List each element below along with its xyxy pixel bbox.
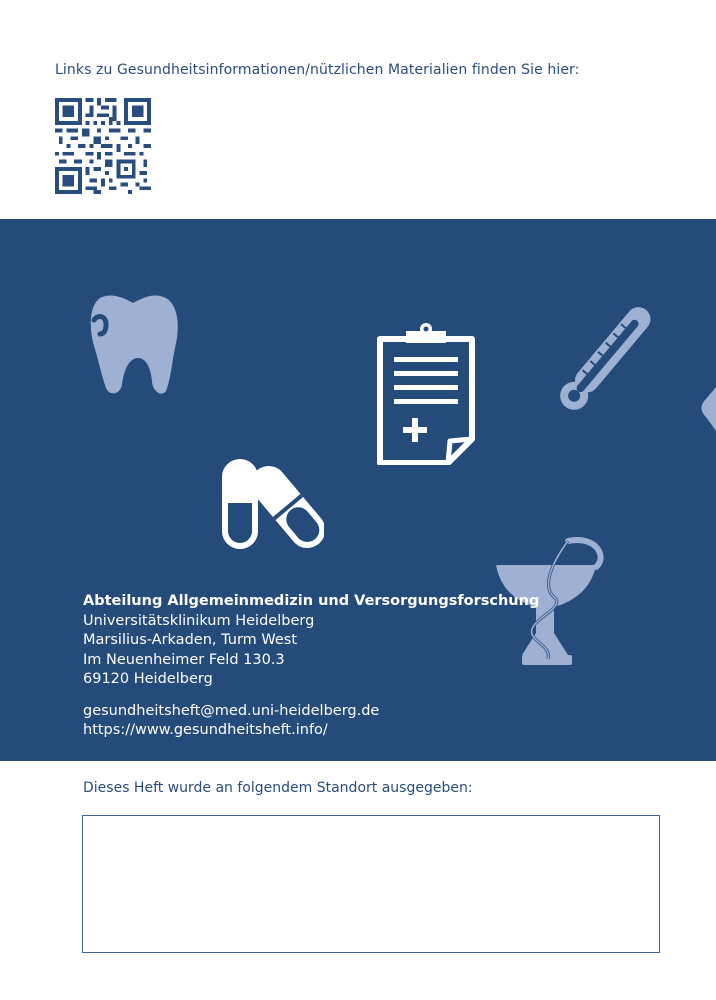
address-block [83, 592, 539, 741]
org-name: Abteilung Allgemeinmedizin und Versorgungsforschung [83, 593, 540, 609]
issued-location-label: Dieses Heft wurde an folgendem Standort ausgegeben: [83, 780, 473, 796]
qr-code-icon[interactable] [55, 98, 151, 194]
partial-icon [700, 387, 716, 431]
website-link[interactable]: https://www.gesundheitsheft.info/ [83, 722, 328, 738]
address-line: Im Neuenheimer Feld 130.3 [83, 651, 285, 668]
tooth-icon [86, 294, 180, 396]
pills-icon [222, 459, 324, 551]
clipboard-icon [372, 323, 480, 465]
address-line: 69120 Heidelberg [83, 671, 213, 687]
email-link[interactable]: gesundheitsheft@med.uni-heidelberg.de [83, 702, 380, 719]
issued-location-box[interactable] [82, 815, 660, 953]
links-heading: Links zu Gesundheitsinformationen/nützlichen Materialien finden Sie hier: [55, 62, 580, 78]
thermometer-icon [555, 299, 655, 419]
contact-band [0, 219, 716, 761]
address-line: Marsilius-Arkaden, Turm West [83, 632, 298, 648]
address-line: Universitätsklinikum Heidelberg [83, 612, 315, 629]
